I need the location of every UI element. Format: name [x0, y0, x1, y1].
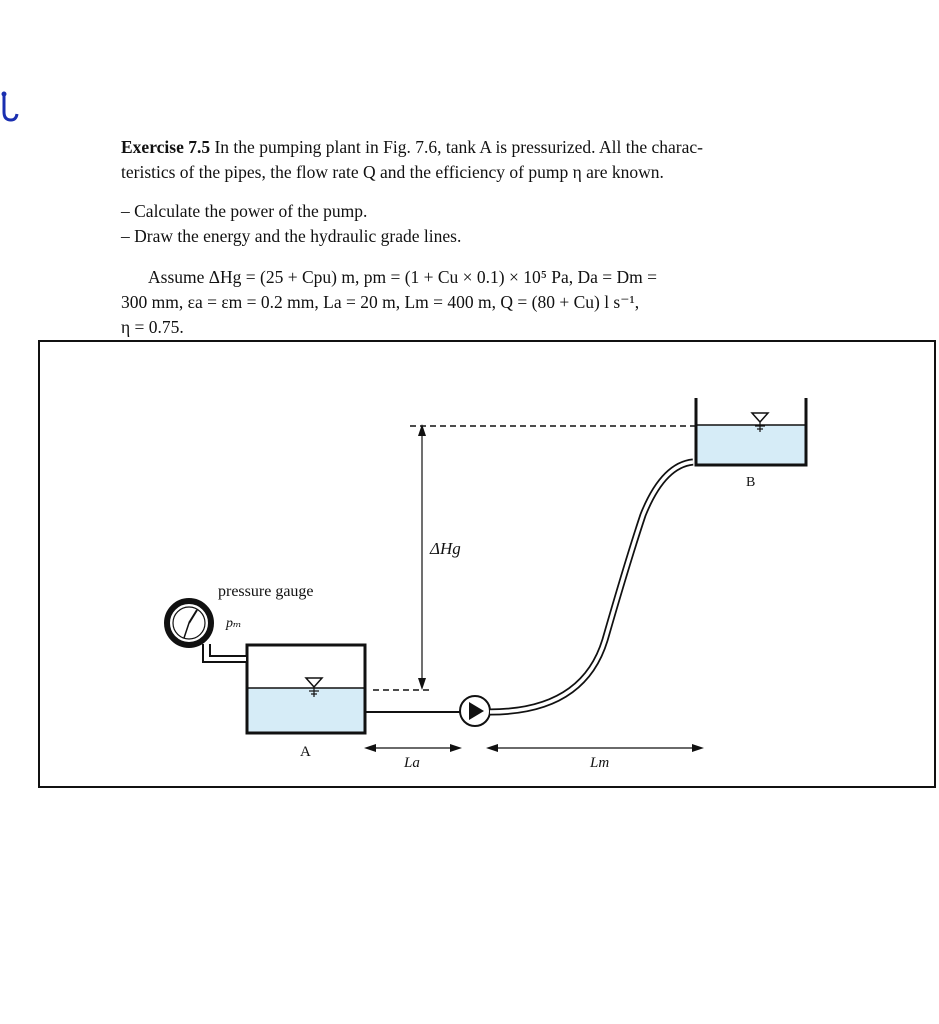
exercise-text-1: In the pumping plant in Fig. 7.6, tank A is pressurized. All the charac-	[214, 137, 703, 157]
task-item-grade-lines: – Draw the energy and the hydraulic grade lines.	[121, 226, 462, 246]
pump	[460, 696, 490, 726]
task-item-power: – Calculate the power of the pump.	[121, 201, 368, 221]
lm-label: Lm	[590, 755, 610, 771]
exercise-line-1	[121, 135, 841, 160]
gauge-label: pressure gauge	[218, 583, 314, 600]
tank-b-label: B	[746, 475, 756, 490]
dh-label: ΔHg	[430, 539, 461, 558]
task-list	[121, 199, 841, 249]
tank-a-water	[247, 688, 365, 733]
figure-canvas	[38, 340, 936, 788]
exercise-text-2: teristics of the pipes, the flow rate Q and the efficiency of pump η are known.	[121, 162, 664, 182]
exercise-statement	[121, 135, 841, 185]
pm-label: pₘ	[226, 616, 242, 631]
tank-b-water	[696, 425, 806, 465]
assumptions	[121, 265, 841, 340]
assume-line-2: 300 mm, εa = εm = 0.2 mm, La = 20 m, Lm = 400 m, Q = (80 + Cu) l s⁻¹,	[121, 292, 640, 312]
assume-line-3: η = 0.75.	[121, 317, 184, 337]
la-label: La	[404, 755, 420, 771]
corner-hook-mark	[0, 88, 22, 128]
pumping-plant-figure	[38, 340, 936, 788]
exercise-label: Exercise 7.5	[121, 137, 211, 157]
tank-a-label: A	[300, 744, 311, 760]
assume-line-1: Assume ΔHg = (25 + Cpu) m, pm = (1 + Cu × 0.1) × 10⁵ Pa, Da = Dm =	[148, 267, 657, 287]
